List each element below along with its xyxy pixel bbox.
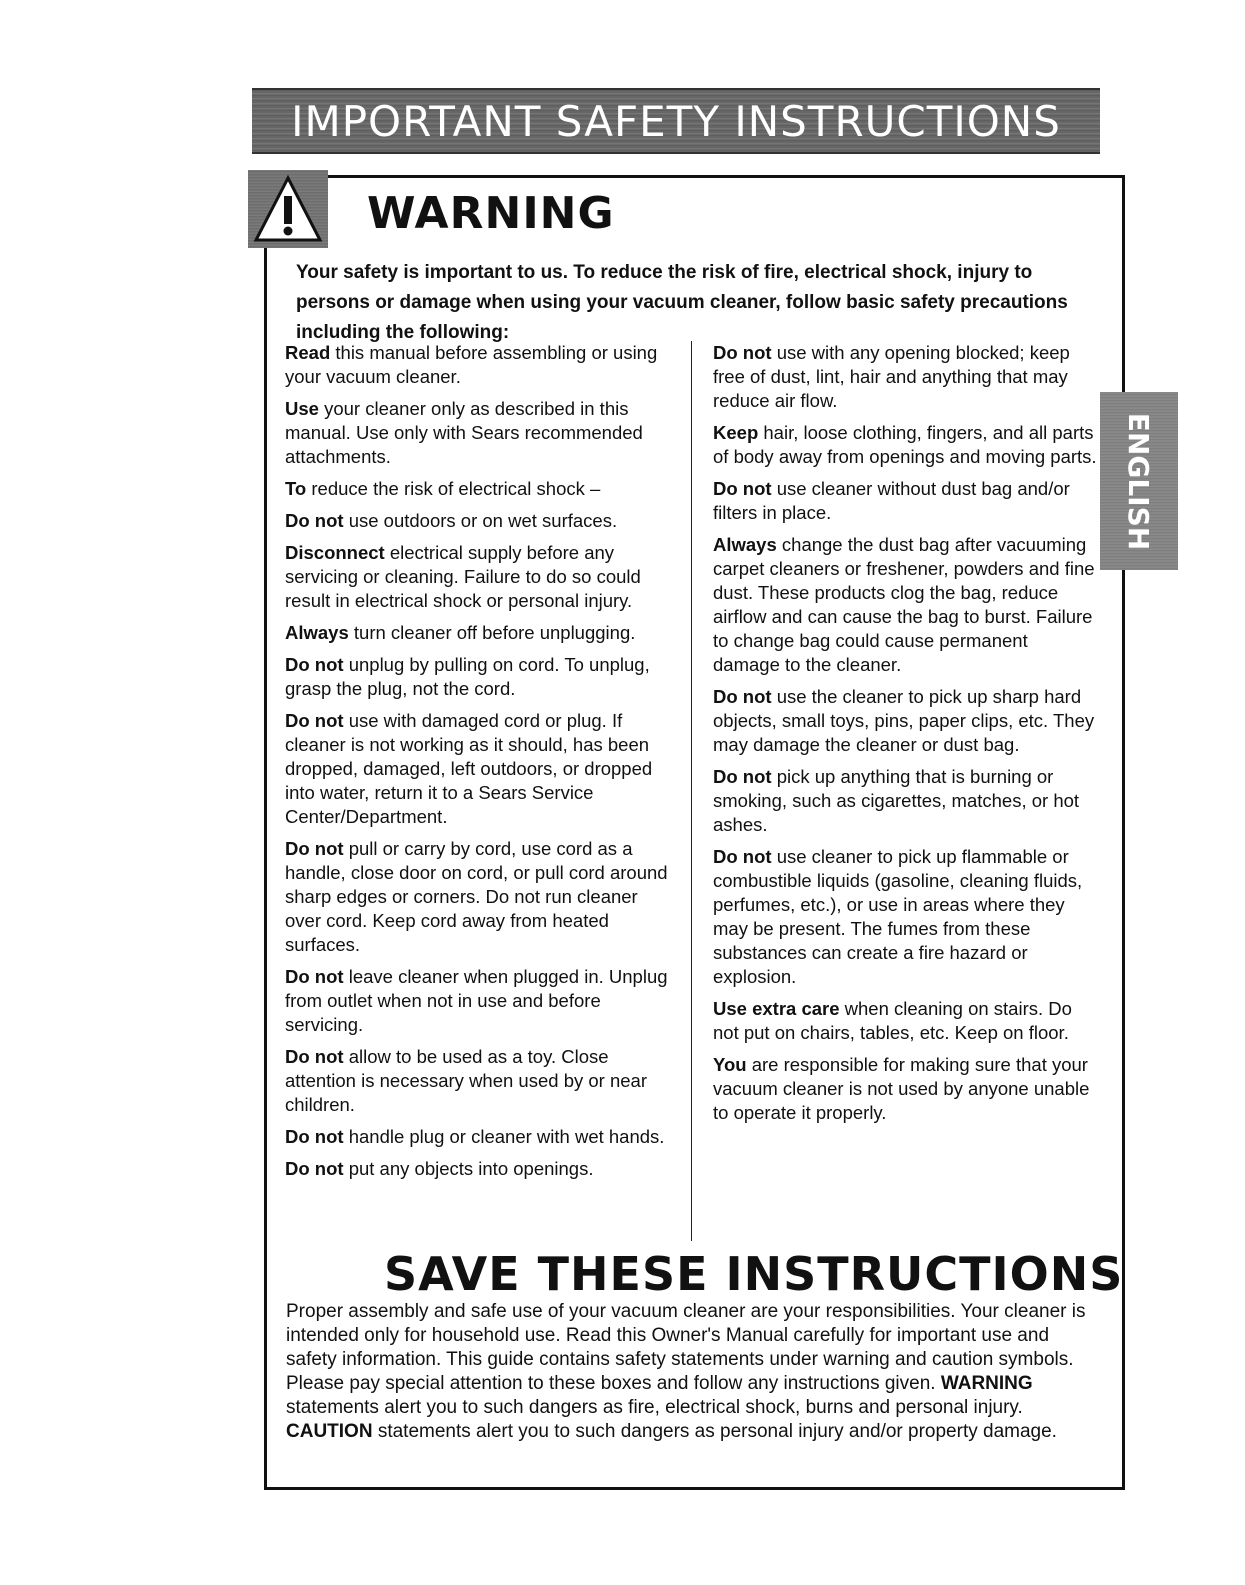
safety-item-keyword: Do not	[285, 510, 344, 531]
safety-item	[713, 533, 1098, 677]
safety-item	[285, 965, 675, 1037]
safety-item-text: are responsible for making sure that your vacuum cleaner is not used by anyone unable to operate it properly.	[713, 1054, 1090, 1123]
safety-item-keyword: Do not	[713, 686, 772, 707]
language-tab	[1100, 392, 1178, 570]
safety-item-keyword: Use	[285, 398, 319, 419]
column-divider	[691, 341, 692, 1241]
safety-item	[285, 837, 675, 957]
warning-triangle-icon	[248, 170, 328, 248]
safety-item-text: use outdoors or on wet surfaces.	[343, 510, 618, 531]
safety-item-text: your cleaner only as described in this manual. Use only with Sears recommended attachments.	[285, 398, 643, 467]
safety-item-text: handle plug or cleaner with wet hands.	[343, 1126, 665, 1147]
safety-item-text: pick up anything that is burning or smoking, such as cigarettes, matches, or hot ashes.	[713, 766, 1080, 835]
safety-item-text: this manual before assembling or using your vacuum cleaner.	[285, 342, 658, 387]
safety-item-keyword: Read	[285, 342, 331, 363]
left-column	[285, 341, 675, 1189]
safety-item-text: pull or carry by cord, use cord as a handle, close door on cord, or pull cord around sharp edges or corners. Do not run cleaner over cord. Keep cord away from heated surfaces.	[285, 838, 668, 955]
safety-item	[285, 709, 675, 829]
safety-item-keyword: Disconnect	[285, 542, 385, 563]
safety-item-keyword: To	[285, 478, 307, 499]
safety-item-text: use cleaner to pick up flammable or combustible liquids (gasoline, cleaning fluids, perfumes, etc.), or use in areas where they may be present. The fumes from these substances can create a fire hazard or explosion.	[713, 846, 1083, 987]
save-body-text-2: statements alert you to such dangers as fire, electrical shock, burns and personal injury.	[286, 1397, 1023, 1418]
safety-item-keyword: Do not	[713, 342, 772, 363]
safety-item-text: electrical supply before any servicing or cleaning. Failure to do so could result in electrical shock or personal injury.	[285, 542, 641, 611]
save-body-text-1: Proper assembly and safe use of your vacuum cleaner are your responsibilities. Your cleaner is intended only for household use. Read this Owner's Manual carefully for important use and safety information. This guide contains safety statements under warning and caution symbols. Please pay special attention to these boxes and follow any instructions given.	[286, 1301, 1086, 1394]
safety-item-text: turn cleaner off before unplugging.	[348, 622, 636, 643]
safety-item	[713, 341, 1098, 413]
safety-item-text: use cleaner without dust bag and/or filters in place.	[713, 478, 1070, 523]
safety-item-keyword: Do not	[285, 1158, 344, 1179]
safety-item-keyword: You	[713, 1054, 747, 1075]
safety-item-keyword: Do not	[285, 710, 344, 731]
safety-item	[713, 685, 1098, 757]
safety-item-keyword: Do not	[285, 966, 344, 987]
warning-term: WARNING	[940, 1373, 1033, 1394]
safety-item-keyword: Always	[285, 622, 349, 643]
safety-item-keyword: Do not	[285, 1126, 344, 1147]
safety-item	[713, 765, 1098, 837]
save-body-text-3: statements alert you to such dangers as personal injury and/or property damage.	[372, 1421, 1057, 1442]
safety-item-keyword: Do not	[713, 846, 772, 867]
safety-item-keyword: Use extra care	[713, 998, 840, 1019]
safety-item-keyword: Do not	[285, 654, 344, 675]
safety-item	[285, 1045, 675, 1117]
safety-item-text: hair, loose clothing, fingers, and all parts of body away from openings and moving parts.	[713, 422, 1097, 467]
safety-item	[713, 421, 1098, 469]
safety-item	[285, 621, 675, 645]
safety-item-keyword: Do not	[285, 838, 344, 859]
safety-item-keyword: Do not	[713, 766, 772, 787]
safety-item-text: change the dust bag after vacuuming carpet cleaners or freshener, powders and fine dust. These products clog the bag, reduce airflow and can cause the bag to burst. Failure to change bag could cause permanent damage to the cleaner.	[713, 534, 1095, 675]
safety-item	[713, 477, 1098, 525]
safety-item	[713, 997, 1098, 1045]
save-instructions-title: SAVE THESE INSTRUCTIONS	[384, 1247, 1124, 1301]
safety-item	[285, 341, 675, 389]
safety-banner	[252, 88, 1100, 154]
safety-item	[713, 845, 1098, 989]
safety-item	[285, 1125, 675, 1149]
safety-item-text: put any objects into openings.	[343, 1158, 594, 1179]
language-tab-label: ENGLISH	[1122, 412, 1156, 550]
safety-item-text: use the cleaner to pick up sharp hard objects, small toys, pins, paper clips, etc. They may damage the cleaner or dust bag.	[713, 686, 1095, 755]
safety-item	[285, 1157, 675, 1181]
safety-item-keyword: Do not	[285, 1046, 344, 1067]
right-column	[713, 341, 1098, 1133]
safety-item	[713, 1053, 1098, 1125]
safety-item-text: leave cleaner when plugged in. Unplug from outlet when not in use and before servicing.	[285, 966, 668, 1035]
save-instructions-body	[286, 1300, 1101, 1444]
safety-item	[285, 653, 675, 701]
safety-item-text: allow to be used as a toy. Close attention is necessary when used by or near children.	[285, 1046, 647, 1115]
safety-item	[285, 509, 675, 533]
banner-title: IMPORTANT SAFETY INSTRUCTIONS	[291, 96, 1061, 146]
safety-item	[285, 541, 675, 613]
safety-item-text: unplug by pulling on cord. To unplug, grasp the plug, not the cord.	[285, 654, 650, 699]
safety-item-text: reduce the risk of electrical shock –	[306, 478, 601, 499]
caution-term: CAUTION	[286, 1421, 373, 1442]
safety-item	[285, 477, 675, 501]
safety-item-keyword: Keep	[713, 422, 759, 443]
safety-item-text: when cleaning on stairs. Do not put on chairs, tables, etc. Keep on floor.	[713, 998, 1072, 1043]
safety-item-keyword: Always	[713, 534, 777, 555]
safety-item-keyword: Do not	[713, 478, 772, 499]
safety-item-text: use with any opening blocked; keep free of dust, lint, hair and anything that may reduce air flow.	[713, 342, 1070, 411]
intro-text: Your safety is important to us. To reduce the risk of fire, electrical shock, injury to persons or damage when using your vacuum cleaner, follow basic safety precautions including the following:	[296, 262, 1068, 343]
safety-item-text: use with damaged cord or plug. If cleaner is not working as it should, has been dropped, damaged, left outdoors, or dropped into water, return it to a Sears Service Center/Department.	[285, 710, 653, 827]
safety-item	[285, 397, 675, 469]
warning-title: WARNING	[367, 188, 615, 239]
